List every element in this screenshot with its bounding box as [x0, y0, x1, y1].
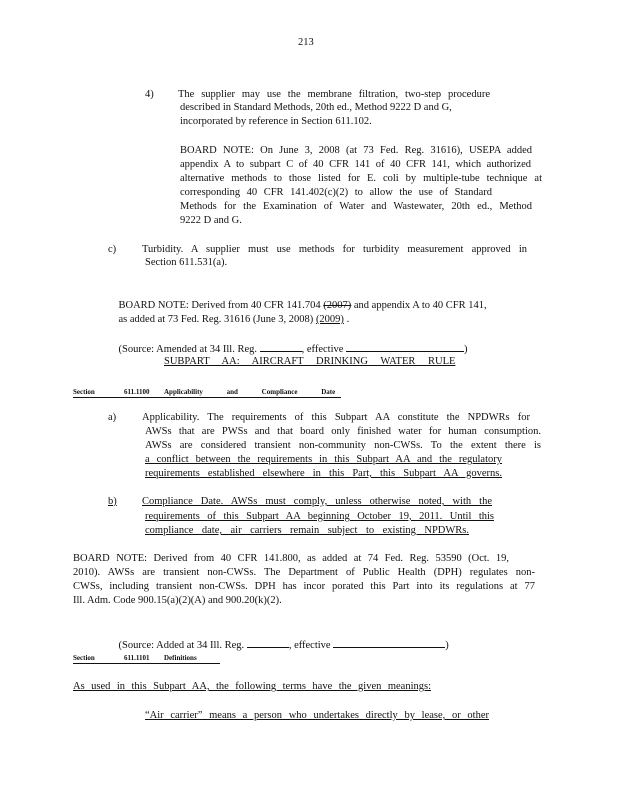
source-1-text-c: ): [464, 344, 468, 355]
definition-air-carrier: “Air carrier” means a person who undertakes directly by lease, or other: [145, 710, 489, 721]
board-note-2-line-2: 2010). AWSs are transient non-CWSs. The Department of Public Health (DPH) regulates non-: [73, 567, 535, 578]
source-2-text-b: , effective: [288, 640, 334, 651]
item-4-note-line-1: BOARD NOTE: On June 3, 2008 (at 73 Fed. Reg. 31616), USEPA added: [180, 145, 532, 156]
item-a-line-1: Applicability. The requirements of this Subpart AA constitute the NPDWRs for: [142, 412, 530, 423]
source-1-text-b: , effective: [301, 344, 347, 355]
item-b-line-2: requirements of this Subpart AA beginning October 19, 2011. Until this: [145, 511, 494, 522]
definitions-intro: As used in this Subpart AA, the following terms have the given meanings:: [73, 681, 431, 692]
item-c-marker: c): [108, 244, 117, 255]
item-4-note-line-5: Methods for the Examination of Water and Wastewater, 20th ed., Method: [180, 201, 532, 212]
item-4-marker: 4): [145, 89, 154, 100]
item-a-line-3: AWSs are considered transient non-community non-CWSs. To the extent there is: [145, 440, 541, 451]
source-1-date-blank: [346, 341, 464, 352]
section-1100-label: Section: [73, 388, 95, 396]
item-b-line-1: Compliance Date. AWSs must comply, unless otherwise noted, with the: [142, 496, 492, 507]
item-4-note-line-2: appendix A to subpart C of 40 CFR 141 of 40 CFR 141, which authorized: [180, 159, 531, 170]
item-b-line-3: compliance date, air carriers remain subject to existing NPDWRs.: [145, 525, 469, 536]
source-1-text-a: (Source: Amended at 34 Ill. Reg.: [118, 344, 260, 355]
page-number: 213: [298, 37, 314, 48]
item-b-marker: b): [108, 496, 117, 507]
item-4-note-line-6: 9222 D and G.: [180, 215, 242, 226]
section-1101-label: Section: [73, 654, 95, 662]
section-1100-number: 611.1100: [124, 388, 150, 396]
item-4-note-line-3: alternative methods to those listed for E. coli by multiple-tube technique at: [180, 173, 542, 184]
item-4-note-line-4: corresponding 40 CFR 141.402(c)(2) to allow the use of Standard: [180, 187, 492, 198]
board-note-2-line-3: CWSs, including transient non-CWSs. DPH has incor porated this Part into its regulations at 77: [73, 581, 535, 592]
item-4-line-2: described in Standard Methods, 20th ed., Method 9222 D and G,: [180, 102, 452, 113]
subpart-title: SUBPART AA: AIRCRAFT DRINKING WATER RULE: [164, 356, 456, 367]
section-1101-number: 611.1101: [124, 654, 150, 662]
source-1-reg-blank: [260, 341, 302, 352]
source-2-reg-blank: [247, 637, 289, 648]
item-c-line-1: Turbidity. A supplier must use methods for turbidity measurement approved in: [142, 244, 527, 255]
item-a-marker: a): [108, 412, 117, 423]
board-note-1-text-d: .: [343, 314, 350, 325]
item-a-line-5: requirements established elsewhere in this Part, this Subpart AA governs.: [145, 468, 502, 479]
board-note-2-line-1: BOARD NOTE: Derived from 40 CFR 141.800, as added at 74 Fed. Reg. 53590 (Oct. 19,: [73, 553, 509, 564]
board-note-2-line-4: Ill. Adm. Code 900.15(a)(2)(A) and 900.20(k)(2).: [73, 595, 282, 606]
section-1100-heading: [73, 387, 341, 398]
item-4-line-1: The supplier may use the membrane filtration, two-step procedure: [178, 89, 490, 100]
board-note-1-text-c: as added at 73 Fed. Reg. 31616 (June 3, 2008): [118, 314, 316, 325]
source-2-text-c: ): [445, 640, 449, 651]
section-1101-title: Definitions: [164, 654, 197, 662]
item-a-line-4: a conflict between the requirements in this Subpart AA and the regulatory: [145, 454, 502, 465]
item-4-line-3: incorporated by reference in Section 611.102.: [180, 116, 372, 127]
source-2-text-a: (Source: Added at 34 Ill. Reg.: [118, 640, 247, 651]
section-1101-heading: [73, 653, 220, 664]
source-2-date-blank: [333, 637, 445, 648]
board-note-1-text-a: BOARD NOTE: Derived from 40 CFR 141.704: [118, 300, 324, 311]
board-note-1-text-b: and appendix A to 40 CFR 141,: [351, 300, 490, 311]
section-1100-title: Applicability and Compliance Date: [164, 388, 336, 396]
item-c-line-2: Section 611.531(a).: [145, 257, 228, 268]
item-a-line-2: AWSs that are PWSs and that board only finished water for human consumption.: [145, 426, 541, 437]
board-note-1-struck-year: (2007): [323, 300, 352, 311]
board-note-1-added-year: (2009): [315, 314, 344, 325]
